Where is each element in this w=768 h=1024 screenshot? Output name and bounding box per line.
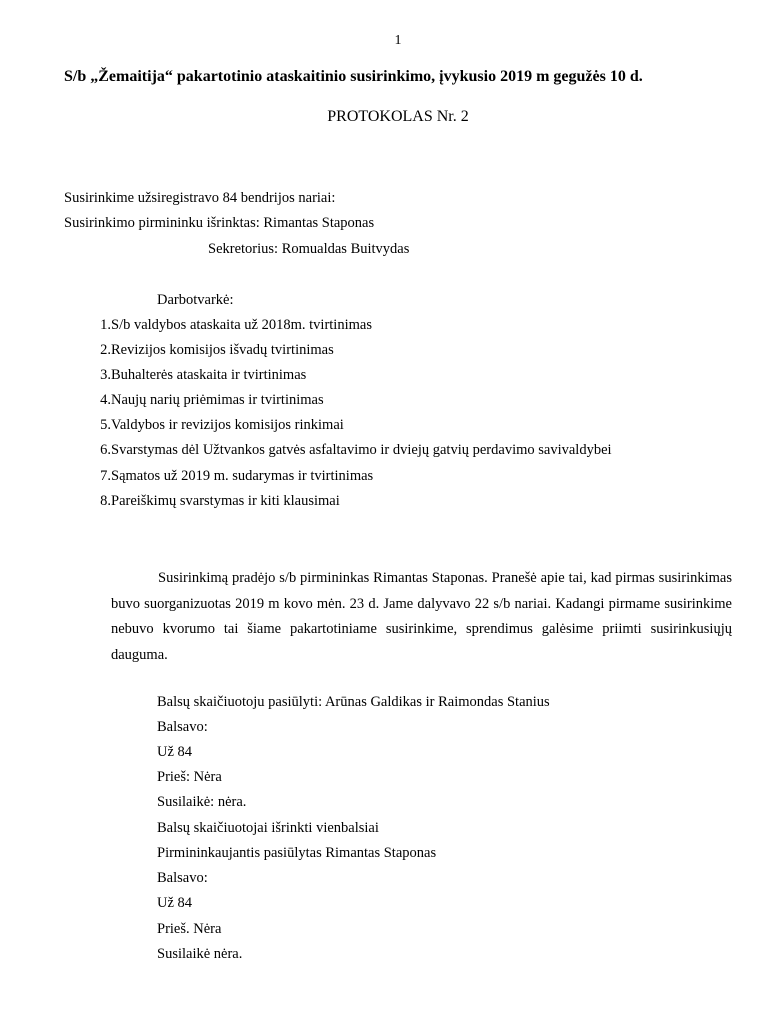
agenda-item-number: 7. xyxy=(100,468,111,484)
agenda-item-text: Svarstymas dėl Užtvankos gatvės asfaltavimo ir dviejų gatvių perdavimo savivaldybei xyxy=(111,442,612,458)
document-title: S/b „Žemaitija“ pakartotinio ataskaitinio susirinkimo, įvykusio 2019 m gegužės 10 d. xyxy=(64,68,643,85)
agenda-item-text: Sąmatos už 2019 m. sudarymas ir tvirtinimas xyxy=(111,468,374,484)
agenda-item xyxy=(64,442,612,459)
agenda-item-number: 2. xyxy=(100,342,111,358)
agenda-item xyxy=(64,493,340,510)
agenda-item-number: 8. xyxy=(100,493,111,509)
vote-line: Už 84 xyxy=(157,744,193,760)
vote-line: Prieš: Nėra xyxy=(157,769,222,785)
vote-line: Susilaikė: nėra. xyxy=(157,794,247,810)
vote-line: Balsų skaičiuotojai išrinkti vienbalsiai xyxy=(157,820,379,836)
protocol-heading: PROTOKOLAS Nr. 2 xyxy=(327,108,469,125)
agenda-item-number: 5. xyxy=(100,417,111,433)
agenda-item-text: Naujų narių priėmimas ir tvirtinimas xyxy=(111,392,324,408)
secretary-line: Sekretorius: Romualdas Buitvydas xyxy=(208,241,410,257)
vote-line: Susilaikė nėra. xyxy=(157,946,243,962)
agenda-item-number: 3. xyxy=(100,367,111,383)
opening-paragraph: Susirinkimą pradėjo s/b pirmininkas Rimantas Staponas. Pranešė apie tai, kad pirmas susirinkimas buvo suorganizuotas 2019 m kovo mėn. 23 d. Jame dalyvavo 22 s/b nariai. Kadangi pirmame susirinkime nebuvo kvorumo tai šiame pakartotiniame susirinkime, sprendimus galėsime priimti susirinkusiųjų dauguma. xyxy=(111,570,732,663)
agenda-item-number: 4. xyxy=(100,392,111,408)
agenda-item-text: Pareiškimų svarstymas ir kiti klausimai xyxy=(111,493,340,509)
vote-line: Prieš. Nėra xyxy=(157,921,222,937)
agenda-item-text: Valdybos ir revizijos komisijos rinkimai xyxy=(111,417,344,433)
vote-line: Už 84 xyxy=(157,895,193,911)
page-number: 1 xyxy=(394,33,402,48)
agenda-item-text: S/b valdybos ataskaita už 2018m. tvirtinimas xyxy=(111,317,372,333)
agenda-item xyxy=(64,342,334,359)
agenda-item xyxy=(64,417,344,434)
chair-elected-line: Susirinkimo pirmininku išrinktas: Rimantas Staponas xyxy=(64,215,375,231)
registered-members-line: Susirinkime užsiregistravo 84 bendrijos nariai: xyxy=(64,190,336,206)
agenda-heading: Darbotvarkė: xyxy=(157,292,234,308)
agenda-item-text: Buhalterės ataskaita ir tvirtinimas xyxy=(111,367,307,383)
agenda-item xyxy=(64,317,372,334)
agenda-item xyxy=(64,367,307,384)
vote-line: Balsų skaičiuotoju pasiūlyti: Arūnas Galdikas ir Raimondas Stanius xyxy=(157,694,550,710)
agenda-item-number: 1. xyxy=(100,317,111,333)
agenda-item xyxy=(64,468,374,485)
agenda-item-number: 6. xyxy=(100,442,111,458)
vote-line: Pirmininkaujantis pasiūlytas Rimantas Staponas xyxy=(157,845,437,861)
agenda-item-text: Revizijos komisijos išvadų tvirtinimas xyxy=(111,342,334,358)
agenda-item xyxy=(64,392,324,409)
vote-line: Balsavo: xyxy=(157,870,208,886)
vote-line: Balsavo: xyxy=(157,719,208,735)
